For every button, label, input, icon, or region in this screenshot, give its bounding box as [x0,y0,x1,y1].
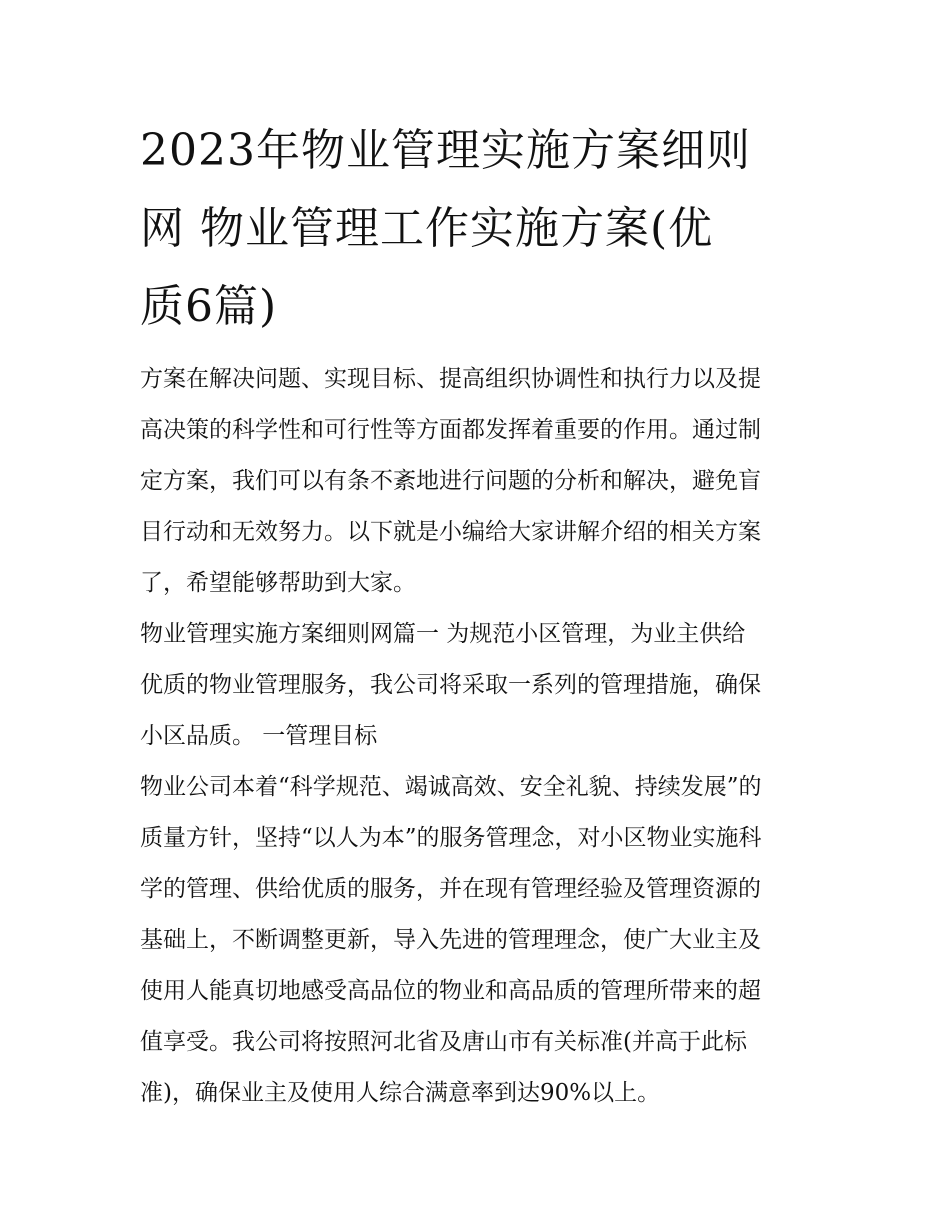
document-page [140,112,820,1119]
text-line: 高决策的科学性和可行性等方面都发挥着重要的作用。通过制 [140,417,761,443]
text-line: 小区品质。 一管理目标 [140,723,378,749]
text-line: 目行动和无效努力。以下就是小编给大家讲解介绍的相关方案 [140,519,761,545]
text-line: 使用人能真切地感受高品位的物业和高品质的管理所带来的超 [140,978,761,1004]
text-line: 基础上，不断调整更新，导入先进的管理理念，使广大业主及 [140,927,761,953]
section-one-paragraph [140,609,820,762]
text-line: 学的管理、供给优质的服务，并在现有管理经验及管理资源的 [140,876,761,902]
document-body [140,354,820,1119]
management-goal-paragraph [140,762,820,1119]
text-line: 物业管理实施方案细则网篇一 为规范小区管理，为业主供给 [140,621,746,647]
text-line: 值享受。我公司将按照河北省及唐山市有关标准(并高于此标 [140,1029,747,1055]
document-title [140,112,820,346]
text-line: 方案在解决问题、实现目标、提高组织协调性和执行力以及提 [140,366,761,392]
text-line: 了，希望能够帮助到大家。 [140,570,416,596]
title-line: 质6篇) [140,281,278,332]
title-line: 2023年物业管理实施方案细则 [140,125,751,176]
text-line: 优质的物业管理服务，我公司将采取一系列的管理措施，确保 [140,672,761,698]
text-line: 物业公司本着“科学规范、竭诚高效、安全礼貌、持续发展”的 [140,774,762,800]
intro-paragraph [140,354,820,609]
text-line: 准)，确保业主及使用人综合满意率到达90%以上。 [140,1080,661,1106]
text-line: 定方案，我们可以有条不紊地进行问题的分析和解决，避免盲 [140,468,761,494]
title-line: 网 物业管理工作实施方案(优 [140,203,714,254]
text-line: 质量方针，坚持“以人为本”的服务管理念，对小区物业实施科 [140,825,762,851]
